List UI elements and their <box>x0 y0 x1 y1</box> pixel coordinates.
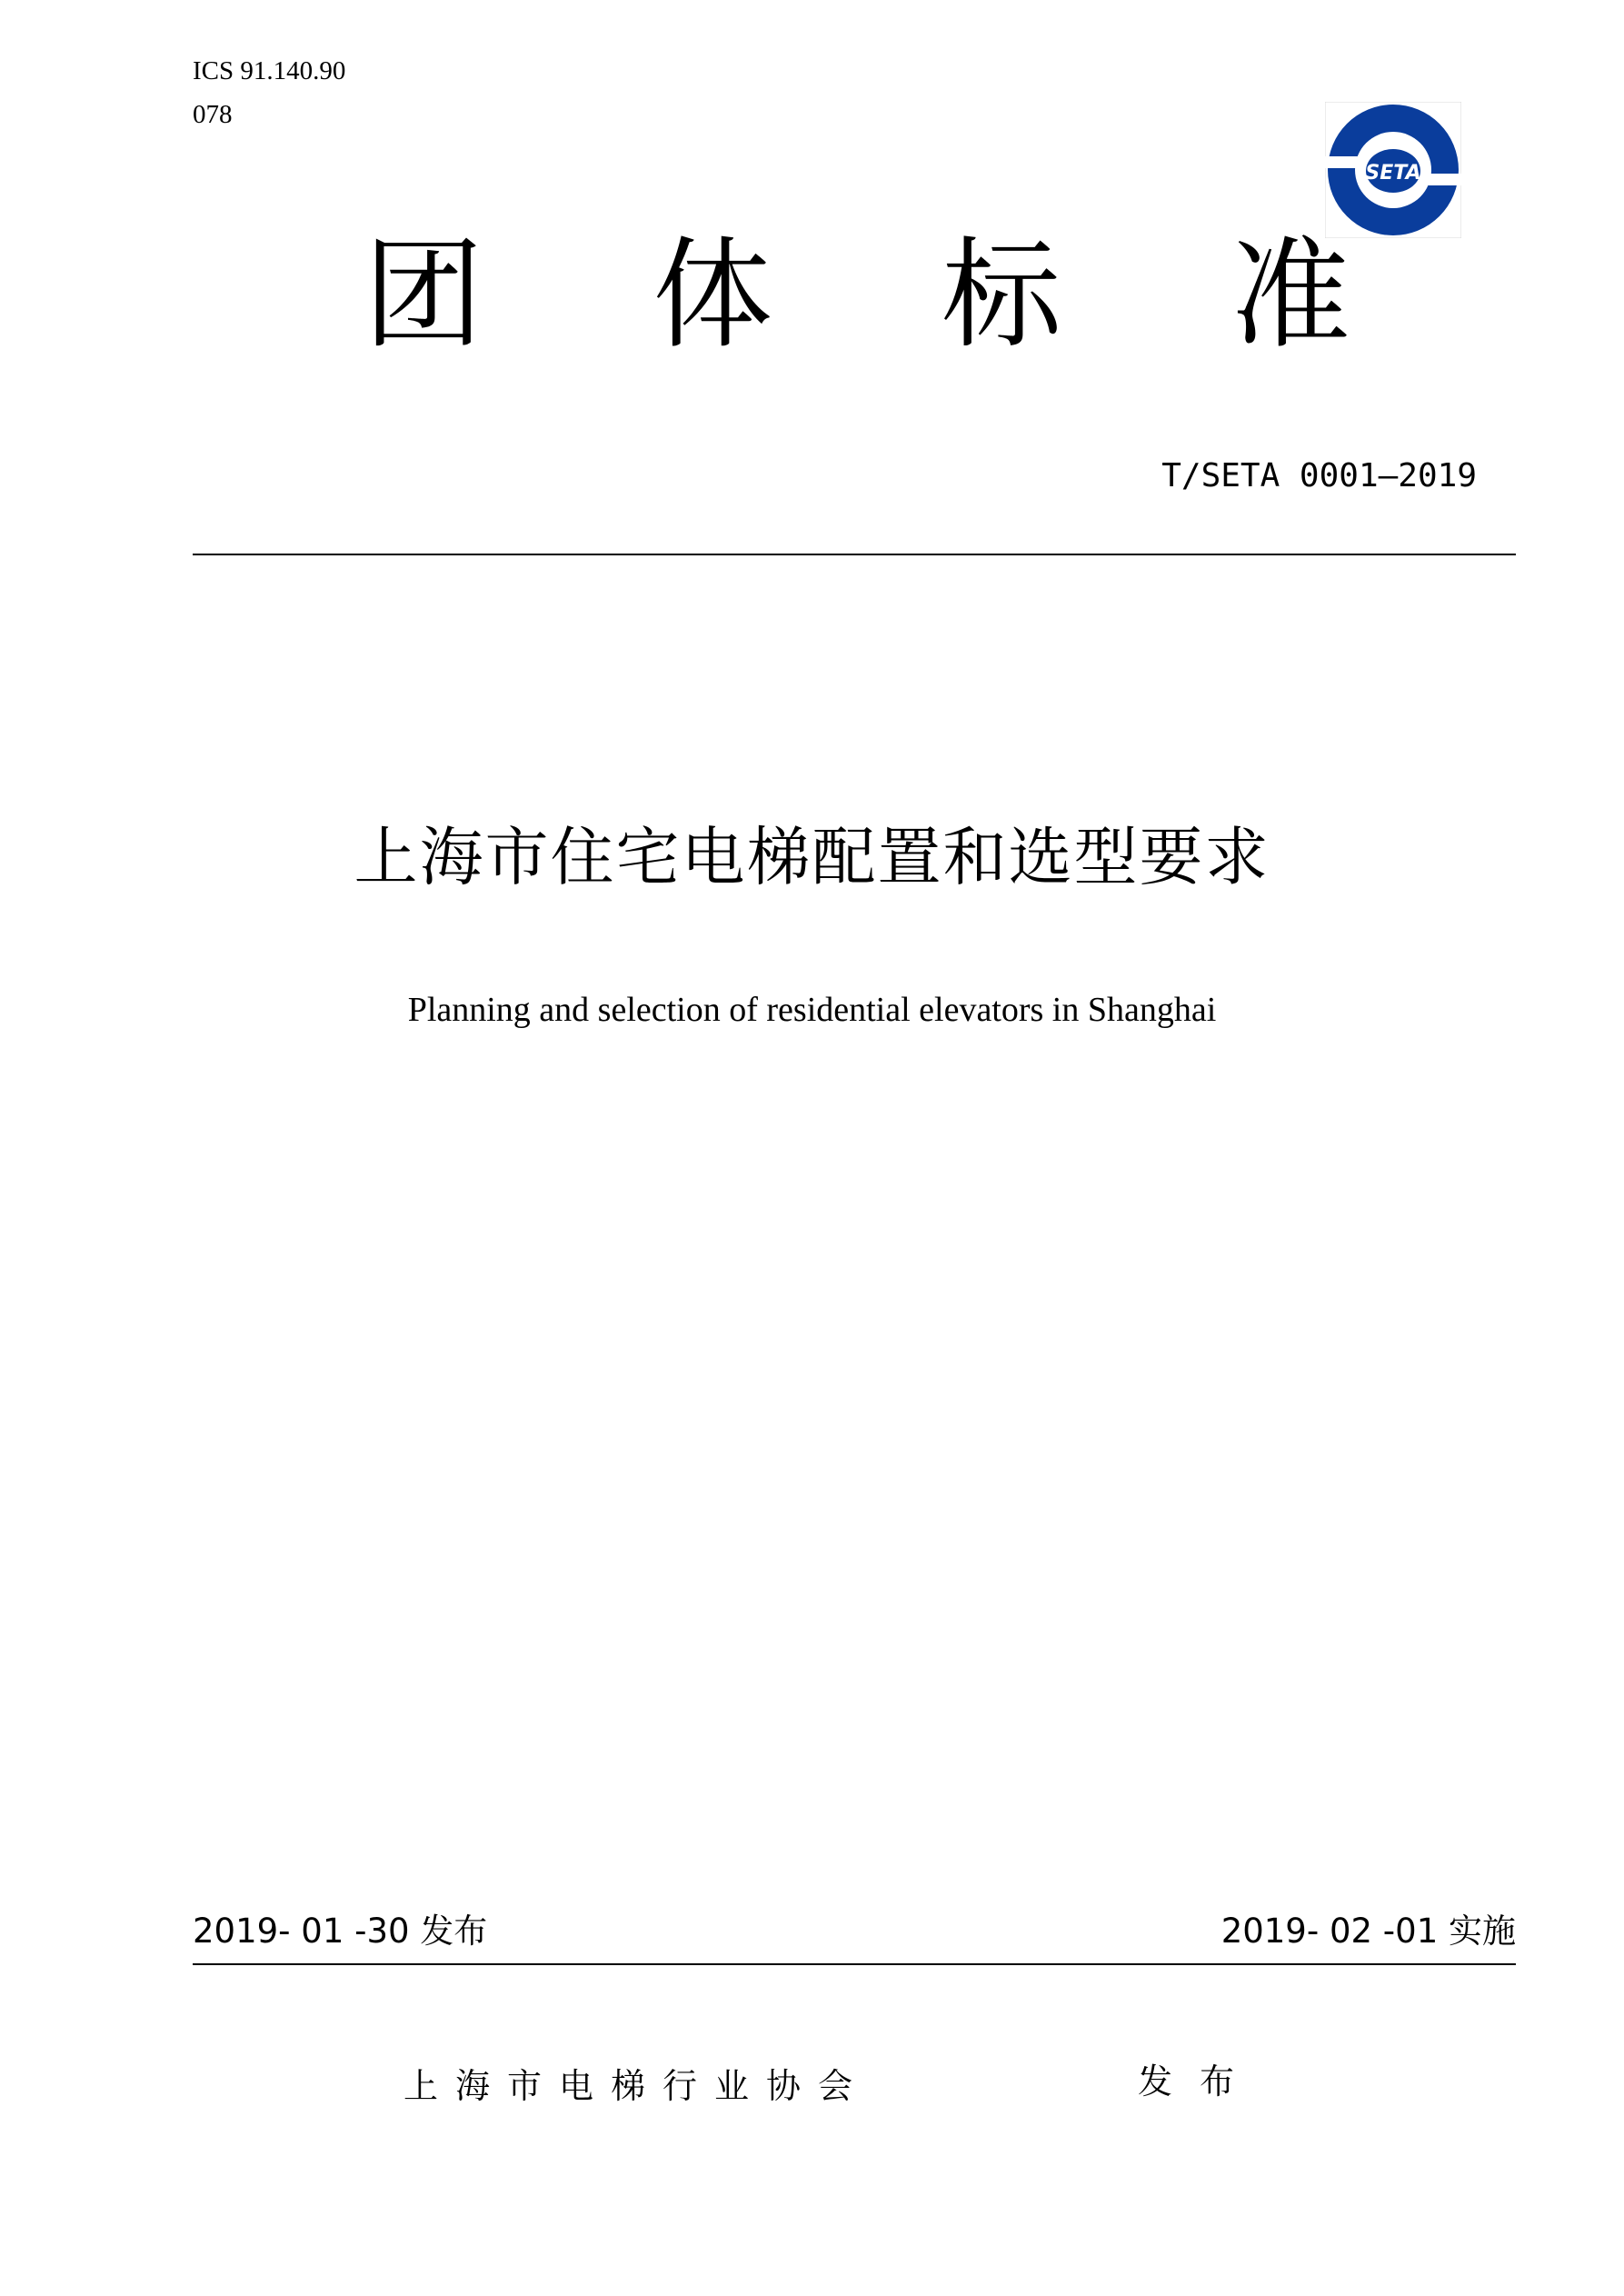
ccs-code: 078 <box>193 100 233 129</box>
bottom-divider <box>193 1963 1516 1965</box>
title-english: Planning and selection of residential elevators in Shanghai <box>407 991 1217 1029</box>
publish-date: 2019- 01 -30 发布 <box>193 1912 488 1951</box>
logo-text: SETA <box>1365 162 1421 185</box>
top-divider <box>193 554 1516 555</box>
implement-date: 2019- 02 -01 实施 <box>1220 1912 1516 1951</box>
standard-type-char: 体 <box>653 225 772 365</box>
standard-type-char: 准 <box>1230 225 1350 365</box>
title-chinese: 上海市住宅电梯配置和选型要求 <box>354 820 1270 894</box>
ics-code: ICS 91.140.90 <box>193 56 346 85</box>
standard-type-char: 标 <box>942 225 1061 365</box>
seta-logo <box>1325 102 1461 238</box>
issuing-organization: 上海市电梯行业协会 <box>404 2066 871 2106</box>
issue-label: 发布 <box>1138 2061 1262 2101</box>
standard-type-char: 团 <box>364 225 483 365</box>
standard-code: T/SETA 0001—2019 <box>1161 457 1477 494</box>
